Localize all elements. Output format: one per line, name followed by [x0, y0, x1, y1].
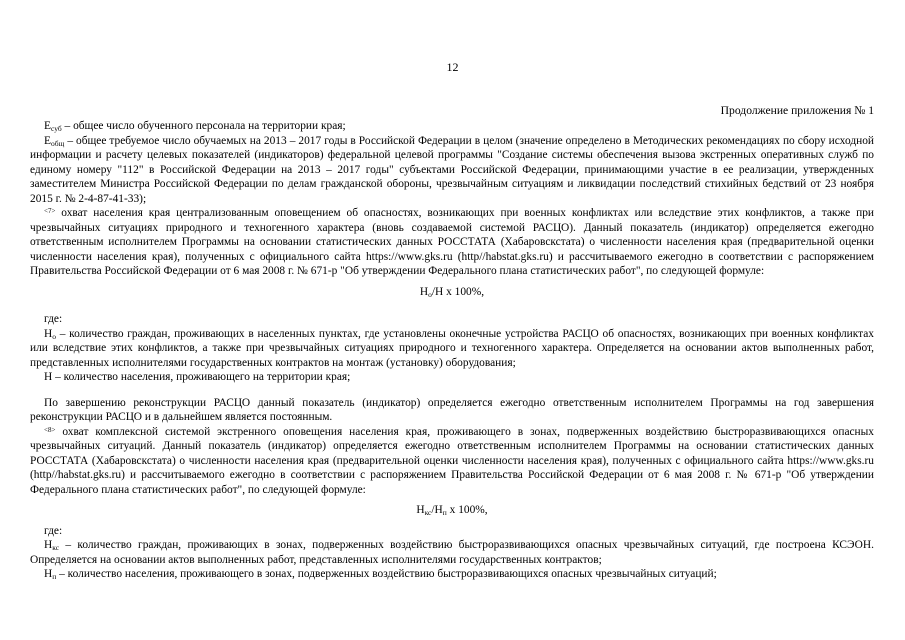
- definition-n: Н – количество населения, проживающего на территории края;: [44, 371, 351, 383]
- footnote-7-mark: <7>: [44, 207, 56, 215]
- definition-nks: $Н_{кс}$ – количество граждан, проживающих в зонах, подверженных воздействию быстроразвивающихся опасных чрезвычайных ситуаций, где построена КСЭОН. Определяется на основании актов выполненных работ, представленных исполнителями государственных контрактов;: [30, 539, 874, 566]
- definition-no: $Н_о$ – количество граждан, проживающих в населенных пунктах, где установлены оконечные устройства РАСЦО об опасностях, возникающих при военных конфликтах или вследствие этих конфликтов, а также при чрезвычайных ситуациях природного и техногенного характера. Определяется на основании актов выполненных работ, представленных исполнителями государственных контрактов на монтаж (установку) оборудования;: [30, 327, 874, 369]
- definition-esub: $Е_{суб}$ – общее число обученного персонала на территории края;: [44, 120, 346, 133]
- document-body: [30, 119, 874, 582]
- footnote-8-mark: <8>: [44, 425, 56, 434]
- appendix-continuation-label: Продолжение приложения № 1: [720, 104, 874, 117]
- footnote-8-paragraph: $^{<8>}$ охват комплексной системой экстренного оповещения населения края, проживающего в зонах, подверженных воздействию быстроразвивающихся опасных чрезвычайных ситуаций. Данный показатель (индикатор) определяется ежегодно ответственным исполнителем Программы на основании статистических данных РОССТАТА (Хабаровскстата) о численности населения края (предварительной оценки численности населения края), полученных с официального сайта https://www.gks.ru (http//habstat.gks.ru) и рассчитываемого ежегодно в соответствии с распоряжением Правительства Российской Федерации от 6 мая 2008 г. № 671-р "Об утверждении Федерального плана статистических работ", по следующей формуле:: [30, 425, 874, 496]
- where-label-7: где:: [44, 313, 63, 325]
- footnote-7-paragraph: $^{<7>}$ охват населения края централизованным оповещением об опасностях, возникающих при военных конфликтах или вследствие этих конфликтов, а также при чрезвычайных ситуациях природного и техногенного характера (вновь создаваемой системой РАСЦО). Данный показатель (индикатор) определяется ежегодно ответственным исполнителем Программы на основании статистических данных РОССТАТА (Хабаровскстата) о численности населения края (предварительной оценки численности населения края), полученных с официального сайта https://www.gks.ru (http//habstat.gks.ru) и рассчитываемого ежегодно в соответствии с распоряжением Правительства Российской Федерации от 6 мая 2008 г. № 671-р "Об утверждении Федерального плана статистических работ", по следующей формуле:: [30, 207, 874, 277]
- page-number: 12: [446, 60, 459, 74]
- formula-7: $Н_о/Н$ x 100%,: [419, 285, 485, 299]
- definition-eobsh: $Е_{общ}$ – общее требуемое число обучаемых на 2013 – 2017 годы в Российской Федерации в целом (значение определено в Методических рекомендациях по сбору исходной информации и расчету целевых показателей (индикаторов) федеральной целевой программы "Создание системы обеспечения вызова экстренных оперативных служб по единому номеру "112" в Российской Федерации на 2013 – 2017 годы" субъектами Российской Федерации, принимающими участие в ее реализации, утвержденных заместителем Министра Российской Федерации по делам гражданской обороны, чрезвычайным ситуациям и ликвидации последствий стихийных бедствий от 23 ноября 2015 г. № 2-4-87-41-33);: [30, 134, 874, 205]
- reconstruction-note: По завершению реконструкции РАСЦО данный показатель (индикатор) определяется ежегодно ответственным исполнителем Программы на год завершения реконструкции РАСЦО и в дальнейшем является постоянным.: [30, 396, 874, 423]
- definition-np: $Н_п$ – количество населения, проживающего в зонах, подверженных воздействию быстроразвивающихся опасных чрезвычайных ситуаций;: [44, 568, 717, 581]
- where-label-8: где:: [44, 524, 63, 537]
- formula-8: $Н_{кс}/Н_п$ x 100%,: [416, 504, 488, 517]
